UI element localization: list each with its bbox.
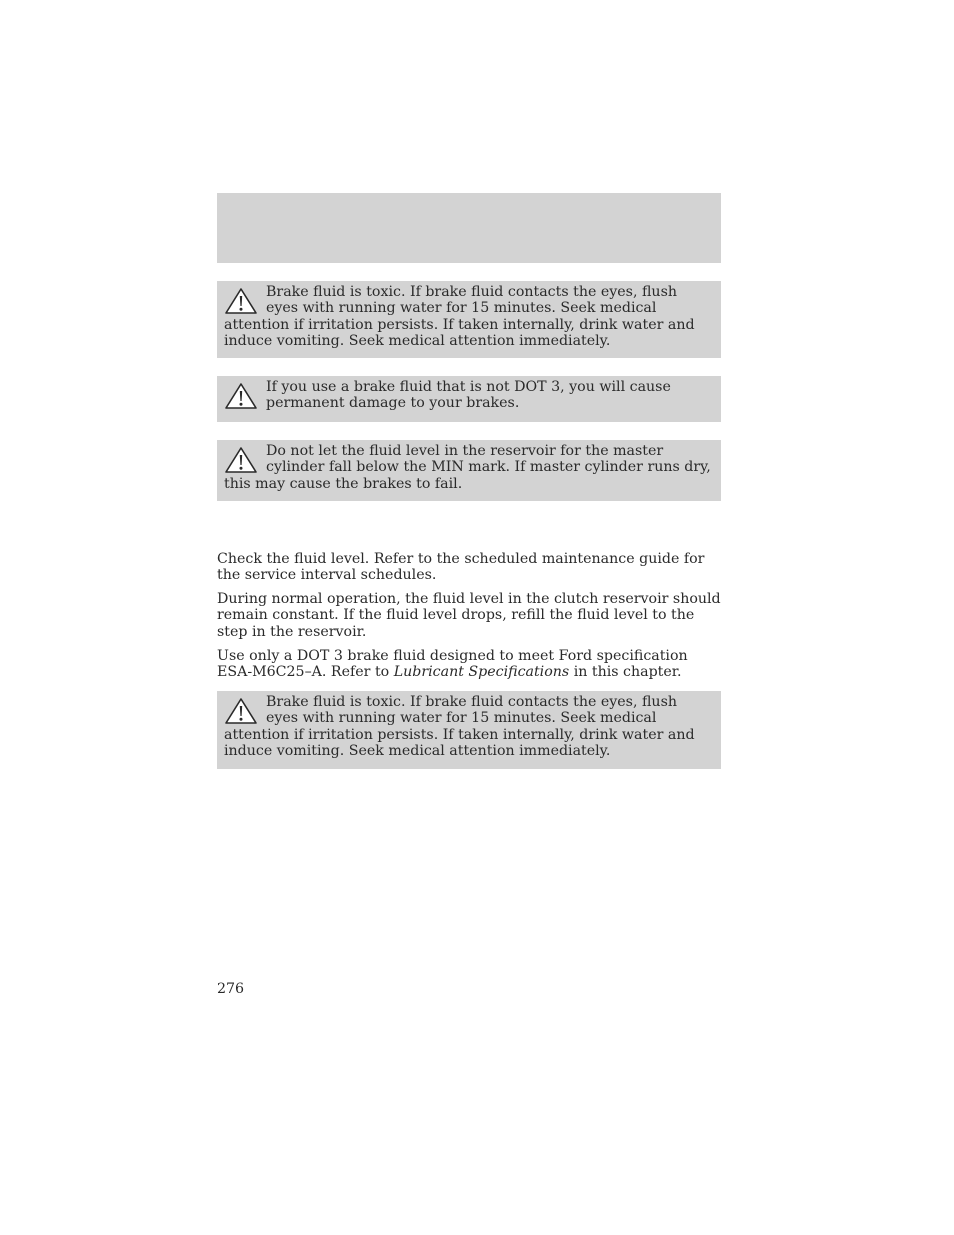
paragraph-text: in this chapter. xyxy=(569,664,682,681)
warning-box-toxic-1 xyxy=(217,281,721,358)
warning-text: Do not let the fluid level in the reservoir for the master cylinder fall below the MIN mark. If master cylinder runs dry, this may cause the brakes to fail. xyxy=(224,443,711,492)
paragraph-check-level: Check the fluid level. Refer to the scheduled maintenance guide for the service interval schedules. xyxy=(217,551,705,584)
warning-triangle-icon xyxy=(224,287,258,315)
warning-box-dot3 xyxy=(217,376,721,422)
warning-box-min-level xyxy=(217,440,721,501)
paragraph-text: Use only a DOT 3 brake fluid designed to meet Ford specification ESA-M6C25–A. Refer to xyxy=(217,648,688,681)
warning-text: If you use a brake fluid that is not DOT 3, you will cause permanent damage to your brakes. xyxy=(266,379,671,412)
paragraph-dot3-spec xyxy=(217,648,721,681)
section-header-band xyxy=(217,193,721,263)
warning-box-toxic-2 xyxy=(217,691,721,769)
page-number: 276 xyxy=(217,981,245,997)
lubricant-specifications-reference: Lubricant Specifications xyxy=(393,664,570,681)
warning-triangle-icon xyxy=(224,382,258,410)
warning-text: Brake fluid is toxic. If brake fluid contacts the eyes, flush eyes with running water for 15 minutes. Seek medical attention if irritation persists. If taken internally, drink water and induce vomiting. Seek medical attention immediately. xyxy=(224,284,695,350)
warning-triangle-icon xyxy=(224,446,258,474)
paragraph-normal-operation: During normal operation, the fluid level in the clutch reservoir should remain constant. If the fluid level drops, refill the fluid level to the step in the reservoir. xyxy=(217,591,721,640)
warning-text: Brake fluid is toxic. If brake fluid contacts the eyes, flush eyes with running water for 15 minutes. Seek medical attention if irritation persists. If taken internally, drink water and induce vomiting. Seek medical attention immediately. xyxy=(224,694,695,760)
warning-triangle-icon xyxy=(224,697,258,725)
